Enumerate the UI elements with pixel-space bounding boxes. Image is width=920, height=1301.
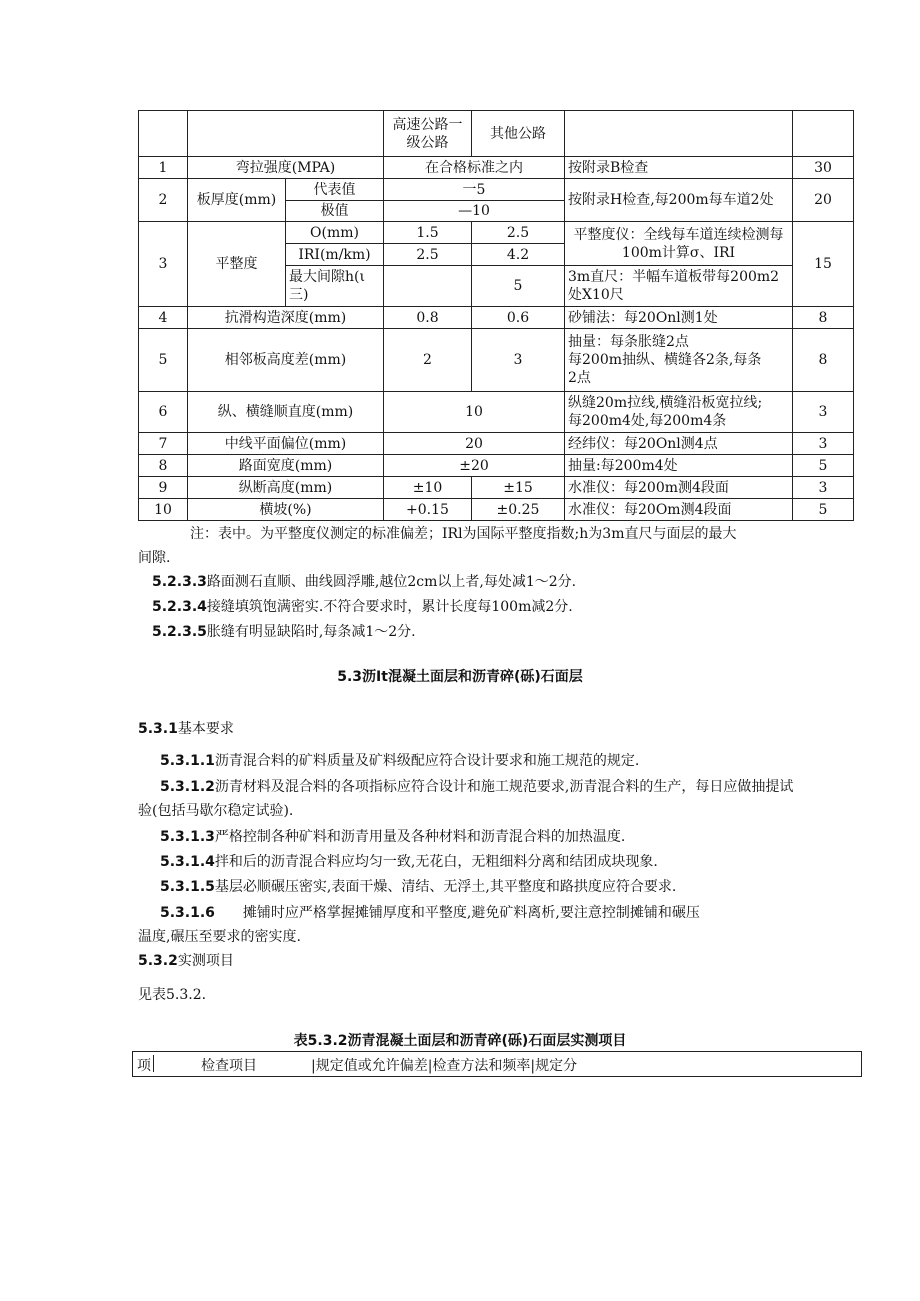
row-value-b: 3 (472, 329, 565, 392)
row-method: 按附录B检查 (565, 157, 793, 179)
row-value-a: ±10 (384, 477, 472, 499)
table-note-cont: 间隙. (138, 550, 171, 566)
row-value: 20 (384, 433, 565, 455)
clause-number: 5.3.1.2 (160, 779, 215, 795)
row-score: 30 (793, 157, 854, 179)
row-no: 5 (139, 329, 188, 392)
row-method-line: 每200m4处,每200m4条 (568, 413, 727, 429)
row-no: 10 (139, 499, 188, 521)
row-item: 平整度 (188, 222, 286, 307)
row-value-b: 0.6 (472, 307, 565, 329)
subsection-heading (138, 719, 234, 739)
header-other-road: 其他公路 (472, 111, 565, 157)
clause-number: 5.3.2 (138, 953, 178, 969)
paragraph (152, 622, 416, 642)
row-item: 抗滑构造深度(mm) (188, 307, 384, 329)
row-value-a: 1.5 (384, 222, 472, 244)
row-value: —10 (384, 201, 565, 222)
row-method: 按附录H检查,每200m每车道2处 (565, 179, 793, 222)
row-subitem: 最大间隙h(ι三) (286, 266, 384, 307)
row-no: 6 (139, 392, 188, 433)
row-no: 2 (139, 179, 188, 222)
header-highway: 高速公路一级公路 (384, 111, 472, 157)
clause-text: 摊铺时应严格掌握摊铺厚度和平整度,避免矿料离析,要注意控制摊铺和碾压 (242, 905, 700, 921)
row-item: 纵断高度(mm) (188, 477, 384, 499)
paragraph (160, 852, 658, 872)
row-method: 抽量:每200m4处 (565, 455, 793, 477)
row-item: 路面宽度(mm) (188, 455, 384, 477)
row-method-line: 每200m抽纵、横缝各2条,每条 (568, 352, 762, 368)
clause-number: 5.3.1.1 (160, 753, 215, 769)
row-value-a: 2.5 (384, 244, 472, 266)
table2-header-no: 项 (137, 1058, 151, 1074)
row-subitem: IRI(m/km) (286, 244, 384, 266)
clause-text: 基层必顺碾压密实,表面干燥、清结、无浮土,其平整度和路拱度应符合要求. (214, 879, 677, 895)
row-value-b: 4.2 (472, 244, 565, 266)
inspection-table (138, 110, 854, 521)
row-method: 砂铺法：每20Onl测1处 (565, 307, 793, 329)
row-method: 经纬仪：每20Onl测4点 (565, 433, 793, 455)
header-cell (139, 111, 188, 157)
row-no: 4 (139, 307, 188, 329)
row-score: 3 (793, 392, 854, 433)
row-score: 5 (793, 499, 854, 521)
row-item: 相邻板高度差(mm) (188, 329, 384, 392)
row-value: 在合格标准之内 (384, 157, 565, 179)
paragraph (160, 903, 700, 923)
row-value-a: 2 (384, 329, 472, 392)
paragraph-cont: 验(包括马歇尔稳定试验). (138, 803, 294, 819)
paragraph (160, 751, 639, 771)
paragraph (160, 877, 676, 897)
clause-text: 实测项目 (177, 953, 234, 969)
row-score: 3 (793, 433, 854, 455)
row-value-a: 0.8 (384, 307, 472, 329)
row-item: 弯拉强度(MPA) (188, 157, 384, 179)
row-value-a (384, 266, 472, 307)
row-subitem: 极值 (286, 201, 384, 222)
header-cell (565, 111, 793, 157)
subsection-heading (138, 951, 234, 971)
clause-number: 5.3.1.6 (160, 905, 215, 921)
row-method (565, 392, 793, 433)
clause-number: 5.3.1.4 (160, 854, 215, 870)
row-score: 8 (793, 307, 854, 329)
row-no: 7 (139, 433, 188, 455)
row-score: 3 (793, 477, 854, 499)
section-title: 5.3沥It混凝土面层和沥青碎(砾)石面层 (337, 669, 583, 685)
paragraph (152, 572, 576, 592)
table-note: 注：表中。为平整度仪测定的标准偏差；IRl为国际平整度指数;h为3m直尺与面层的最大 (190, 526, 737, 542)
row-item: 中线平面偏位(mm) (188, 433, 384, 455)
row-method: 水准仪：每20Om测4段面 (565, 499, 793, 521)
clause-number: 5.3.1.5 (160, 879, 215, 895)
row-subitem: 代表值 (286, 179, 384, 201)
clause-text: 沥青混合料的矿料质量及矿料级配应符合设计要求和施工规范的规定. (214, 753, 640, 769)
row-method-line: 2点 (568, 370, 591, 386)
paragraph (160, 827, 625, 847)
clause-text: 路面测石直顺、曲线圆浮雕,越位2cm以上者,每处减1～2分. (206, 574, 577, 590)
row-value: 一5 (384, 179, 565, 201)
row-score: 15 (793, 222, 854, 307)
paragraph (160, 777, 793, 797)
row-method-line: 抽量：每条胀缝2点 (568, 334, 689, 350)
row-value-b: ±0.25 (472, 499, 565, 521)
clause-number: 5.2.3.4 (152, 599, 207, 615)
clause-text: 基本要求 (177, 721, 234, 737)
row-item: 纵、横缝顺直度(mm) (188, 392, 384, 433)
row-value-a: +0.15 (384, 499, 472, 521)
row-value-b: ±15 (472, 477, 565, 499)
row-subitem: O(mm) (286, 222, 384, 244)
row-method: 水准仪：每200m测4段面 (565, 477, 793, 499)
row-value-b: 2.5 (472, 222, 565, 244)
row-value-b: 5 (472, 266, 565, 307)
clause-text: 严格控制各种矿料和沥青用量及各种材料和沥青混合料的加热温度. (214, 829, 626, 845)
clause-text: 沥青材料及混合料的各项指标应符合设计和施工规范要求,沥青混合料的生产，每日应做抽提试 (214, 779, 794, 795)
row-no: 8 (139, 455, 188, 477)
row-item: 板厚度(mm) (188, 179, 286, 222)
row-score: 5 (793, 455, 854, 477)
row-method-line: 纵缝20m拉线,横缝沿板宽拉线; (568, 395, 763, 411)
see-table-text: 见表5.3.2. (138, 987, 207, 1003)
row-value: ±20 (384, 455, 565, 477)
row-value: 10 (384, 392, 565, 433)
clause-number: 5.3.1.3 (160, 829, 215, 845)
table2-header-item: 检查项目 (201, 1058, 257, 1074)
clause-text: 接缝填筑饱满密实.不符合要求时，累计长度每100m减2分. (206, 599, 573, 615)
row-method: 3m直尺：半幅车道板带每200m2处X10尺 (565, 266, 793, 307)
row-score: 8 (793, 329, 854, 392)
table-title: 表5.3.2沥青混凝土面层和沥青碎(砾)石面层实测项目 (293, 1033, 627, 1049)
row-score: 20 (793, 179, 854, 222)
table2-divider (153, 1055, 154, 1072)
row-method (565, 329, 793, 392)
row-method: 平整度仪：全线每车道连续检测每100m计算σ、IRI (565, 222, 793, 266)
table2-header-rest: |规定值或允许偏差|检查方法和频率|规定分 (311, 1058, 578, 1074)
row-no: 1 (139, 157, 188, 179)
header-cell (793, 111, 854, 157)
row-item: 横坡(%) (188, 499, 384, 521)
clause-number: 5.3.1 (138, 721, 178, 737)
header-cell (188, 111, 384, 157)
row-no: 3 (139, 222, 188, 307)
clause-text: 拌和后的沥青混合料应均匀一致,无花白，无粗细料分离和结团成块现象. (214, 854, 658, 870)
table2-header-row (132, 1051, 862, 1077)
paragraph (152, 597, 573, 617)
clause-text: 胀缝有明显缺陷时,每条减1～2分. (206, 624, 416, 640)
clause-number: 5.2.3.5 (152, 624, 207, 640)
clause-number: 5.2.3.3 (152, 574, 207, 590)
row-no: 9 (139, 477, 188, 499)
paragraph-cont: 温度,碾压至要求的密实度. (138, 929, 301, 945)
